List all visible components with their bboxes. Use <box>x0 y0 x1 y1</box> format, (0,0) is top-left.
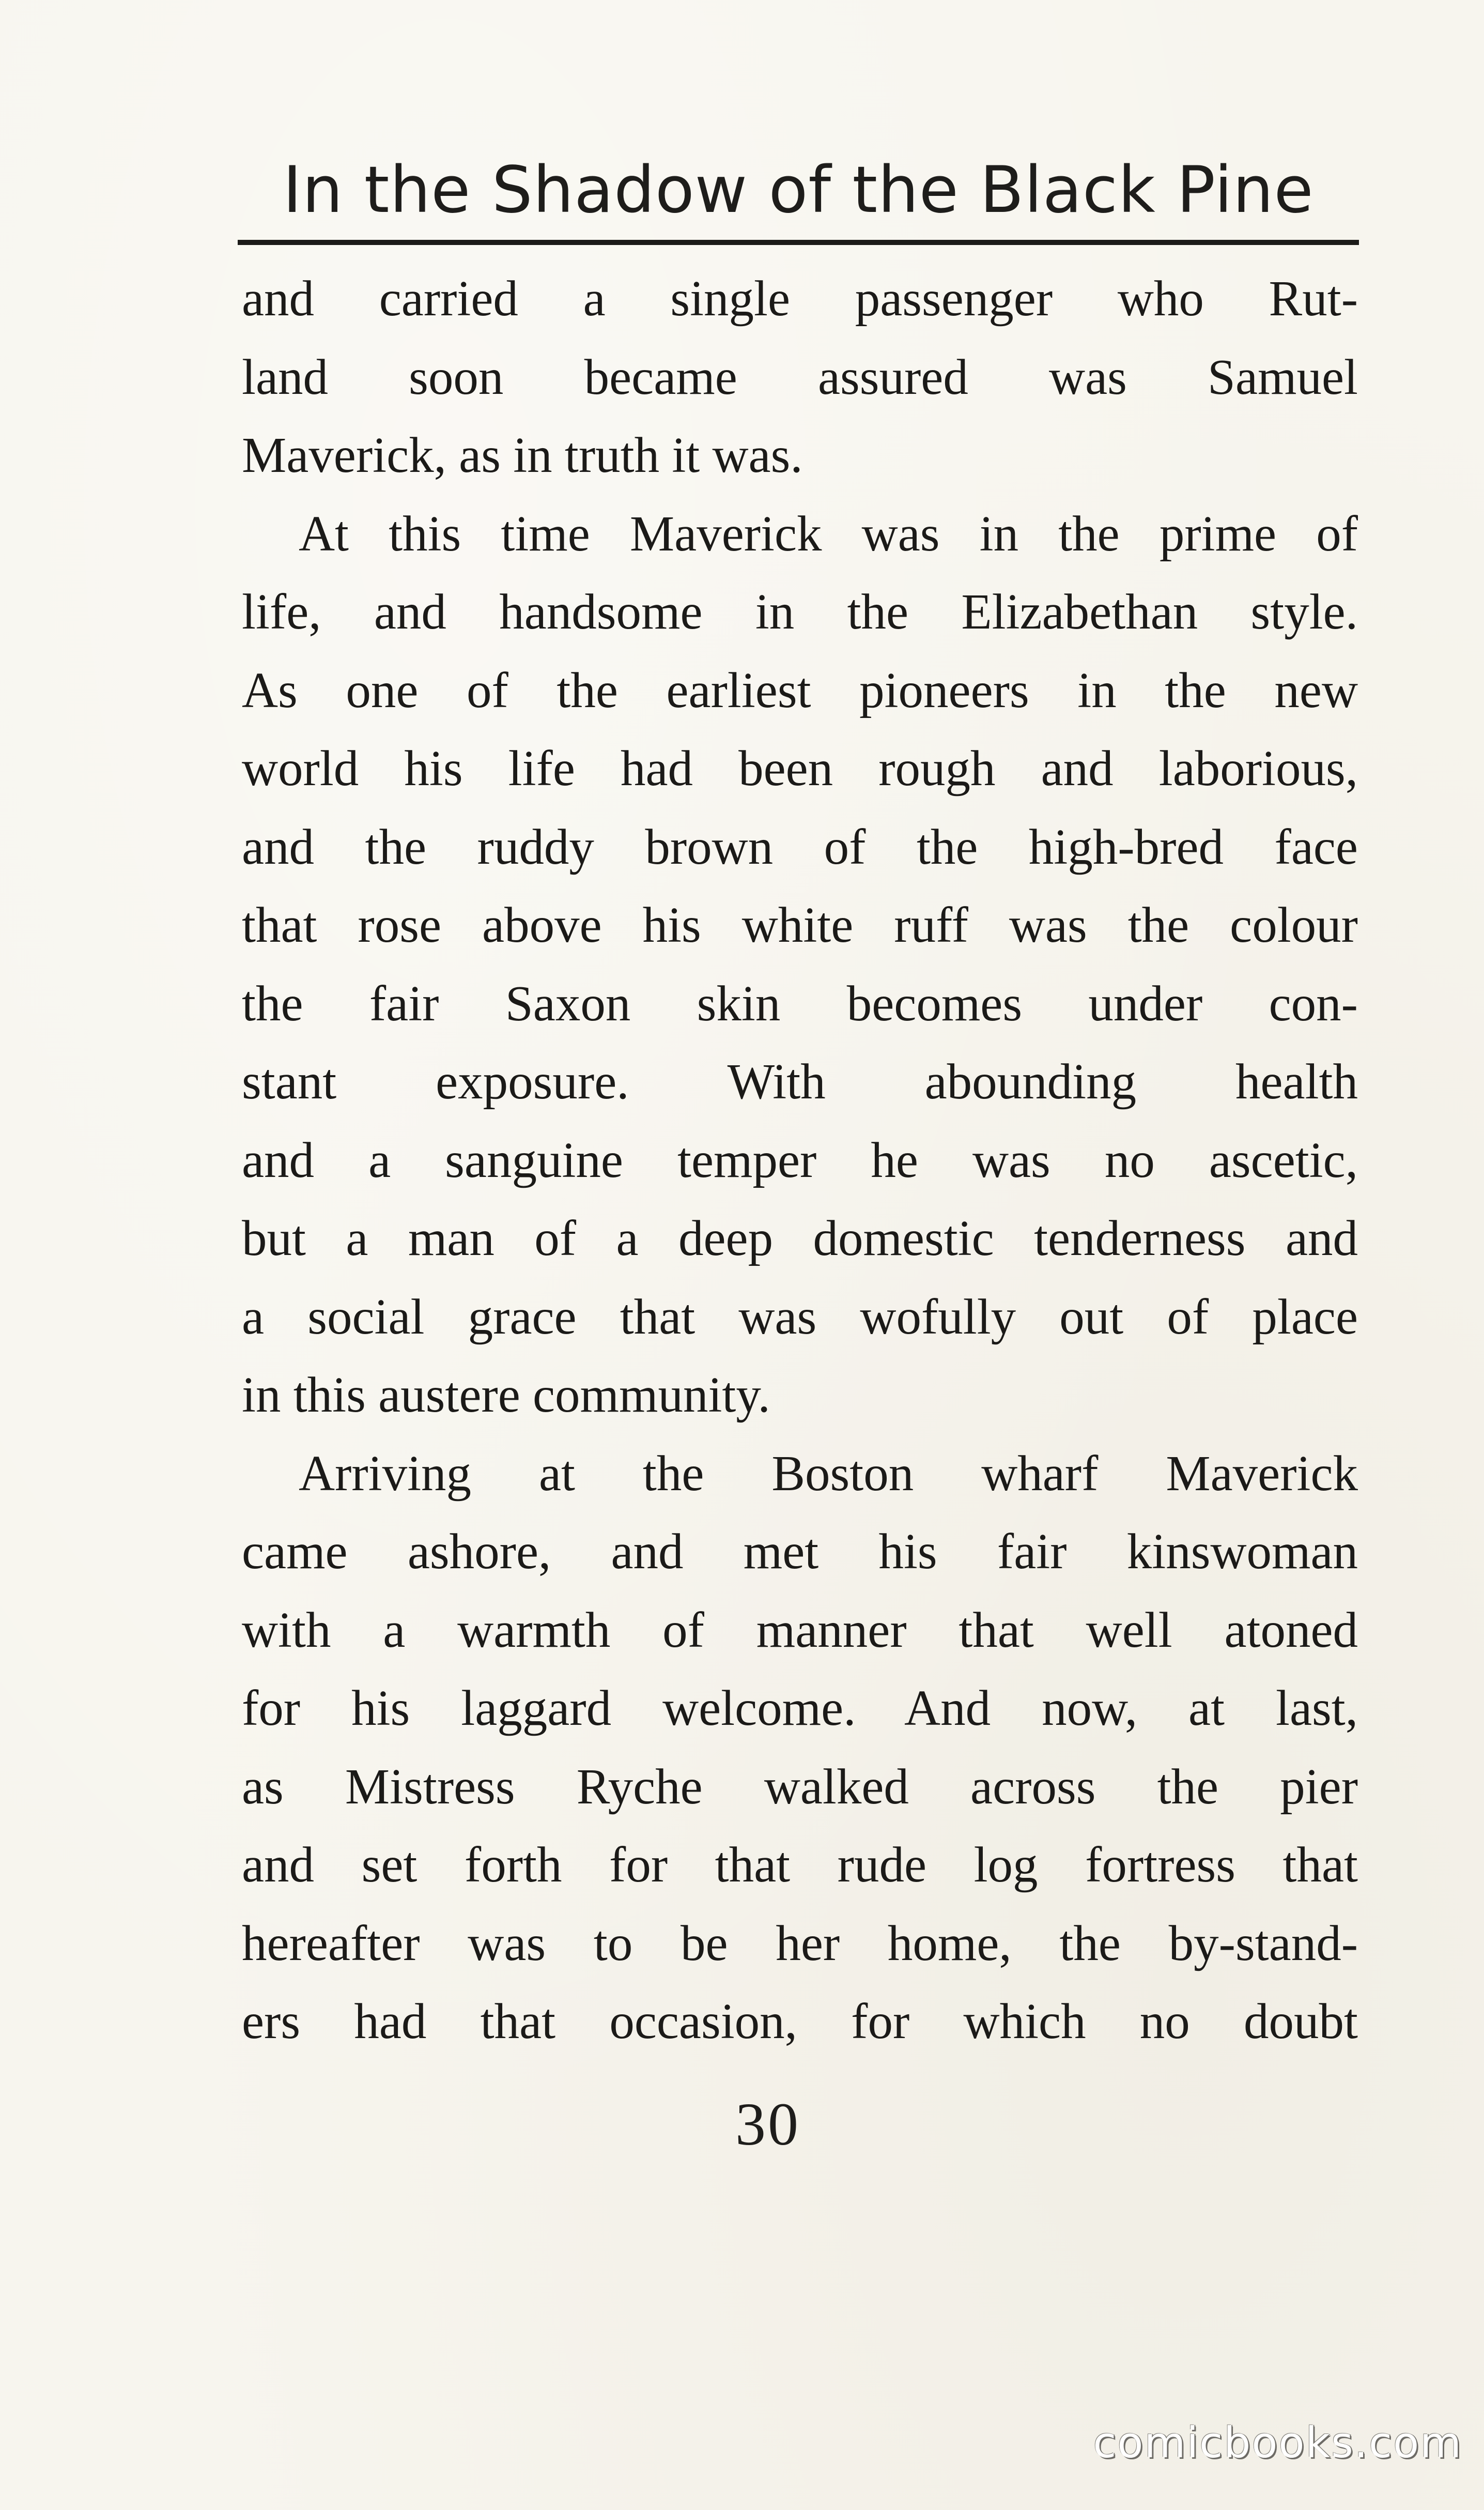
text-line: for his laggard welcome. And now, at last, <box>242 1680 1358 1736</box>
text-line: and a sanguine temper he was no ascetic, <box>242 1132 1358 1188</box>
text-line: and carried a single passenger who Rut- <box>242 271 1358 326</box>
text-line: Maverick, as in truth it was. <box>242 427 803 483</box>
text-line: and set forth for that rude log fortress that <box>242 1837 1358 1892</box>
header-rule <box>238 240 1359 245</box>
text-line: Arriving at the Boston wharf Maverick <box>299 1445 1358 1501</box>
text-line: As one of the earliest pioneers in the new <box>242 662 1358 718</box>
page-number: 30 <box>735 2090 800 2158</box>
text-line: land soon became assured was Samuel <box>242 349 1358 405</box>
text-line: hereafter was to be her home, the by-stand- <box>242 1915 1358 1971</box>
text-line: At this time Maverick was in the prime of <box>299 506 1358 561</box>
text-line: but a man of a deep domestic tenderness and <box>242 1211 1358 1266</box>
text-line: as Mistress Ryche walked across the pier <box>242 1758 1358 1814</box>
text-line: in this austere community. <box>242 1367 770 1422</box>
text-line: ers had that occasion, for which no doubt <box>242 1994 1358 2049</box>
text-line: stant exposure. With abounding health <box>242 1054 1358 1109</box>
text-line: with a warmth of manner that well atoned <box>242 1602 1358 1658</box>
text-line: life, and handsome in the Elizabethan style. <box>242 584 1358 639</box>
text-line: came ashore, and met his fair kinswoman <box>242 1524 1358 1579</box>
running-head: In the Shadow of the Black Pine <box>283 153 1314 227</box>
text-line: a social grace that was wofully out of place <box>242 1289 1358 1344</box>
body-text <box>242 259 1358 2061</box>
watermark: comicbooks.com <box>1093 2419 1462 2468</box>
text-line: world his life had been rough and laborious, <box>242 741 1358 796</box>
text-line: the fair Saxon skin becomes under con- <box>242 975 1358 1031</box>
text-line: that rose above his white ruff was the colour <box>242 897 1358 953</box>
text-line: and the ruddy brown of the high-bred face <box>242 819 1358 875</box>
